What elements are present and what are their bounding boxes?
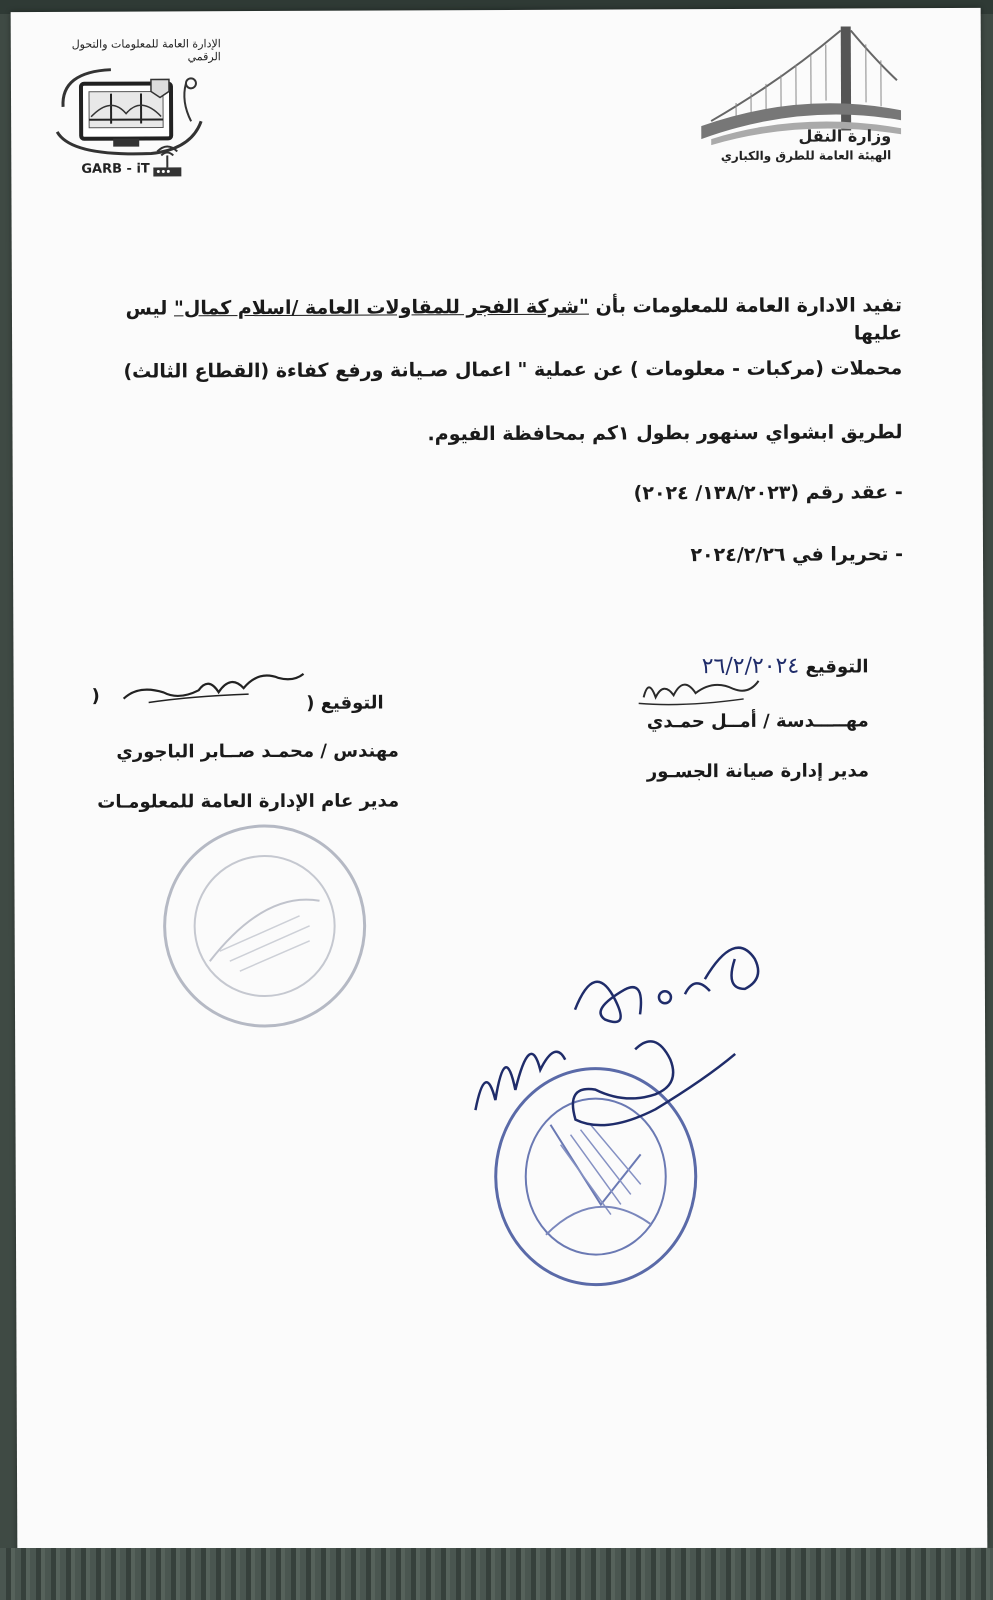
date-line (83, 540, 903, 572)
router-wifi-icon (149, 141, 185, 179)
background-bottom (0, 1548, 993, 1600)
line1-prefix: تفيد الادارة العامة للمعلومات بأن (595, 294, 902, 318)
authority-name: الهيئة العامة للطرق والكباري (720, 148, 892, 164)
left-signatory-title: مدير عام الإدارة العامة للمعلومـات (97, 790, 400, 813)
letter-line-2: محملات (مركبات - معلومات ) عن عملية " اعمال صـيانة ورفع كفاءة (القطاع الثالث) (123, 357, 903, 383)
date-value: ٢٠٢٤/٢/٢٦ (690, 543, 786, 567)
handwritten-approval-note-icon (455, 919, 776, 1160)
letter-line-1 (82, 291, 902, 351)
letter-line-3: لطريق ابشواي سنهور بطول ١كم بمحافظة الفيوم. (427, 421, 903, 446)
left-logo-caption: الإدارة العامة للمعلومات والتحول الرقمي (71, 37, 221, 64)
company-name: "شركة الفجر للمقاولات العامة /اسلام كمال" (173, 295, 589, 320)
right-signature-label: التوقيع ٢٦/٢/٢٠٢٤ (701, 653, 869, 680)
contract-label: - عقد رقم (805, 481, 903, 504)
left-signatory-name: مهندس / محمـد صــابر الباجوري (116, 740, 399, 763)
monitor-bridge-logo-icon (51, 61, 211, 162)
left-signature-label: التوقيع ( (306, 692, 384, 714)
line1-suffix: ليس عليها (125, 297, 903, 345)
contract-line (83, 478, 903, 510)
handwritten-date: ٢٦/٢/٢٠٢٤ (701, 653, 800, 680)
left-handwritten-signature-icon (119, 666, 309, 712)
document-page (11, 8, 988, 1552)
date-label: - تحريرا في (792, 543, 904, 566)
faint-stamp-icon (159, 821, 370, 1032)
ministry-name: وزارة النقل (798, 126, 892, 146)
right-signatory-title: مدير إدارة صيانة الجسـور (646, 760, 870, 783)
right-signatory-name: مهـــــدسة / أمــل حمـدي (646, 710, 869, 733)
contract-number: (١٣٨/٢٠٢٣/ ٢٠٢٤) (633, 481, 800, 505)
left-signature-close-paren: ) (91, 685, 100, 707)
brand-text: GARB - iT (81, 161, 150, 177)
right-handwritten-signature-icon (634, 669, 764, 710)
